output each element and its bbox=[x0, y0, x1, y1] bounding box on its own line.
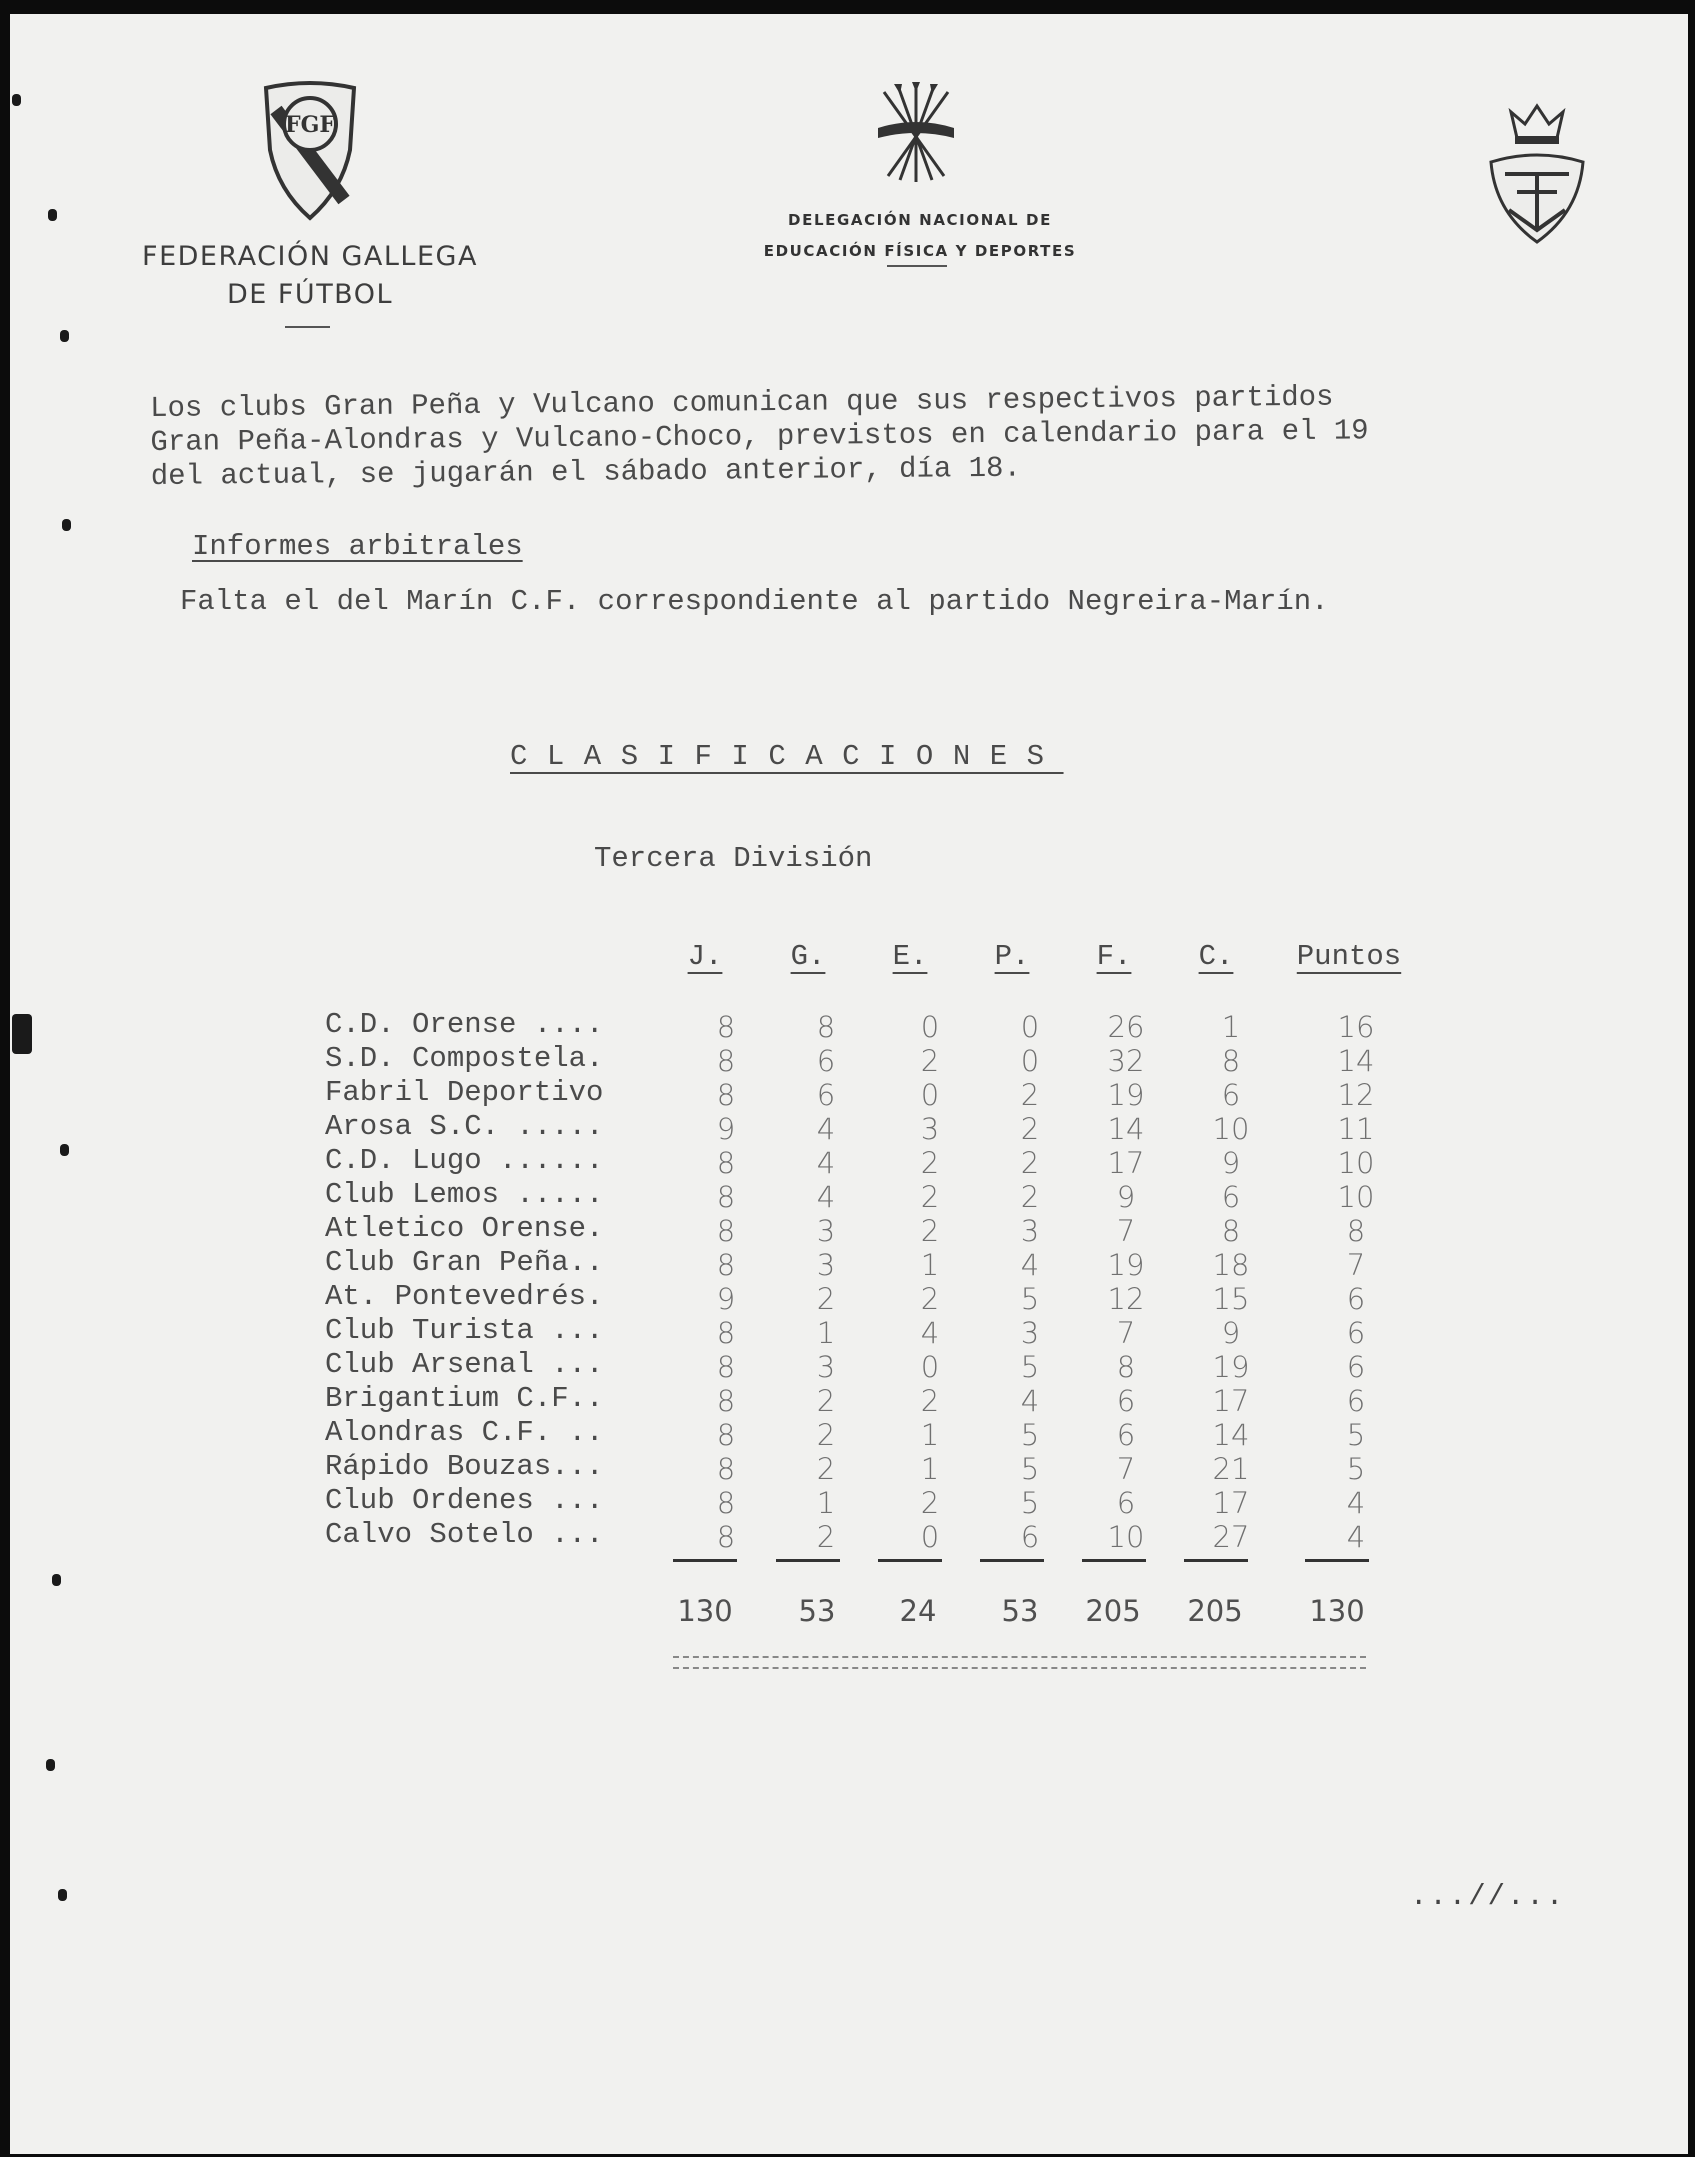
stat-cell: 21 bbox=[1212, 1452, 1250, 1486]
team-name: Club Ordenes ... bbox=[325, 1484, 604, 1517]
stat-cell: 5 bbox=[1020, 1350, 1040, 1384]
stat-cell: 19 bbox=[1107, 1248, 1145, 1282]
stat-cell: 19 bbox=[1107, 1078, 1145, 1112]
stat-cell: 8 bbox=[716, 1010, 736, 1044]
stat-cell: 0 bbox=[920, 1350, 940, 1384]
stat-cell: 8 bbox=[716, 1248, 736, 1282]
team-name: C.D. Lugo ...... bbox=[325, 1144, 604, 1177]
stat-cell: 0 bbox=[920, 1520, 940, 1554]
total-cell: 205 bbox=[1085, 1594, 1141, 1628]
stat-cell: 17 bbox=[1212, 1486, 1250, 1520]
divider bbox=[285, 326, 330, 328]
reports-text: Falta el del Marín C.F. correspondiente al partido Negreira-Marín. bbox=[180, 585, 1329, 618]
stat-cell: 6 bbox=[816, 1044, 836, 1078]
stat-cell: 9 bbox=[716, 1112, 736, 1146]
team-name: Club Arsenal ... bbox=[325, 1348, 604, 1381]
stat-cell: 4 bbox=[816, 1112, 836, 1146]
stat-cell: 6 bbox=[1346, 1316, 1366, 1350]
stat-cell: 19 bbox=[1212, 1350, 1250, 1384]
stat-cell: 2 bbox=[816, 1452, 836, 1486]
stat-cell: 4 bbox=[816, 1180, 836, 1214]
team-name: C.D. Orense .... bbox=[325, 1008, 604, 1041]
stat-cell: 2 bbox=[920, 1282, 940, 1316]
stat-cell: 3 bbox=[1020, 1214, 1040, 1248]
stat-cell: 10 bbox=[1107, 1520, 1145, 1554]
stat-cell: 2 bbox=[920, 1214, 940, 1248]
stat-cell: 8 bbox=[716, 1044, 736, 1078]
stat-cell: 8 bbox=[816, 1010, 836, 1044]
rfef-crown-crest-icon bbox=[1487, 100, 1587, 248]
stat-cell: 2 bbox=[1020, 1180, 1040, 1214]
stat-cell: 17 bbox=[1212, 1384, 1250, 1418]
stat-cell: 11 bbox=[1337, 1112, 1375, 1146]
stat-cell: 4 bbox=[816, 1146, 836, 1180]
stat-cell: 6 bbox=[1346, 1350, 1366, 1384]
stat-cell: 2 bbox=[1020, 1146, 1040, 1180]
stat-cell: 4 bbox=[1020, 1384, 1040, 1418]
stat-cell: 8 bbox=[716, 1078, 736, 1112]
stat-cell: 10 bbox=[1337, 1146, 1375, 1180]
stat-cell: 32 bbox=[1107, 1044, 1145, 1078]
punch-hole bbox=[60, 1144, 69, 1156]
stat-cell: 6 bbox=[1221, 1180, 1241, 1214]
total-cell: 53 bbox=[1001, 1594, 1039, 1628]
stat-cell: 2 bbox=[816, 1384, 836, 1418]
team-name: Club Gran Peña.. bbox=[325, 1246, 604, 1279]
divider bbox=[887, 265, 947, 267]
team-name: Club Turista ... bbox=[325, 1314, 604, 1347]
team-name: Brigantium C.F.. bbox=[325, 1382, 604, 1415]
notice-paragraph bbox=[150, 378, 1591, 494]
stat-cell: 10 bbox=[1337, 1180, 1375, 1214]
stat-cell: 4 bbox=[920, 1316, 940, 1350]
federation-name-line1: FEDERACIÓN GALLEGA bbox=[142, 241, 478, 272]
stat-cell: 0 bbox=[920, 1010, 940, 1044]
stat-cell: 2 bbox=[1020, 1112, 1040, 1146]
stat-cell: 0 bbox=[920, 1078, 940, 1112]
stat-cell: 3 bbox=[816, 1214, 836, 1248]
stat-cell: 2 bbox=[816, 1418, 836, 1452]
sum-rule bbox=[1305, 1559, 1369, 1562]
stat-cell: 1 bbox=[816, 1316, 836, 1350]
stat-cell: 2 bbox=[816, 1282, 836, 1316]
stat-cell: 8 bbox=[716, 1180, 736, 1214]
stat-cell: 6 bbox=[1116, 1418, 1136, 1452]
delegation-name-line2: EDUCACIÓN FÍSICA Y DEPORTES bbox=[763, 242, 1077, 260]
stat-cell: 0 bbox=[1020, 1044, 1040, 1078]
delegation-name-line1: DELEGACIÓN NACIONAL DE bbox=[788, 211, 1052, 229]
stat-cell: 7 bbox=[1116, 1452, 1136, 1486]
stat-cell: 10 bbox=[1212, 1112, 1250, 1146]
team-name: Fabril Deportivo bbox=[325, 1076, 604, 1109]
stat-cell: 1 bbox=[1221, 1010, 1241, 1044]
stat-cell: 17 bbox=[1107, 1146, 1145, 1180]
sum-rule bbox=[1184, 1559, 1248, 1562]
stat-cell: 14 bbox=[1107, 1112, 1145, 1146]
column-header: C. bbox=[1198, 940, 1234, 973]
stat-cell: 12 bbox=[1107, 1282, 1145, 1316]
sum-rule bbox=[1082, 1559, 1146, 1562]
division-title: Tercera División bbox=[594, 842, 873, 875]
stat-cell: 8 bbox=[716, 1452, 736, 1486]
total-cell: 53 bbox=[798, 1594, 836, 1628]
stat-cell: 14 bbox=[1212, 1418, 1250, 1452]
stat-cell: 8 bbox=[716, 1316, 736, 1350]
stat-cell: 5 bbox=[1020, 1486, 1040, 1520]
punch-hole bbox=[12, 1014, 32, 1054]
yoke-and-arrows-icon bbox=[874, 80, 958, 188]
reports-heading: Informes arbitrales bbox=[192, 530, 523, 563]
stat-cell: 2 bbox=[920, 1486, 940, 1520]
stat-cell: 1 bbox=[816, 1486, 836, 1520]
punch-hole bbox=[46, 1759, 55, 1771]
stat-cell: 2 bbox=[1020, 1078, 1040, 1112]
team-name: Rápido Bouzas... bbox=[325, 1450, 604, 1483]
stat-cell: 8 bbox=[716, 1214, 736, 1248]
standings-title: CLASIFICACIONES bbox=[510, 740, 1064, 773]
stat-cell: 2 bbox=[920, 1146, 940, 1180]
column-header: P. bbox=[994, 940, 1030, 973]
stat-cell: 8 bbox=[716, 1520, 736, 1554]
notice-line: Gran Peña-Alondras y Vulcano-Choco, previstos en calendario para el 19 bbox=[150, 414, 1369, 459]
total-cell: 130 bbox=[677, 1594, 733, 1628]
stat-cell: 8 bbox=[716, 1384, 736, 1418]
stat-cell: 7 bbox=[1116, 1316, 1136, 1350]
stat-cell: 7 bbox=[1116, 1214, 1136, 1248]
column-header: F. bbox=[1096, 940, 1132, 973]
stat-cell: 6 bbox=[1221, 1078, 1241, 1112]
stat-cell: 8 bbox=[1346, 1214, 1366, 1248]
notice-line: del actual, se jugarán el sábado anterior, día 18. bbox=[150, 451, 1022, 493]
stat-cell: 4 bbox=[1346, 1486, 1366, 1520]
stat-cell: 5 bbox=[1020, 1282, 1040, 1316]
stat-cell: 2 bbox=[920, 1180, 940, 1214]
sum-rule bbox=[878, 1559, 942, 1562]
team-name: S.D. Compostela. bbox=[325, 1042, 604, 1075]
stat-cell: 4 bbox=[1346, 1520, 1366, 1554]
stat-cell: 0 bbox=[1020, 1010, 1040, 1044]
federation-name-line2: DE FÚTBOL bbox=[226, 279, 394, 310]
column-header: G. bbox=[790, 940, 826, 973]
stat-cell: 4 bbox=[1020, 1248, 1040, 1282]
stat-cell: 27 bbox=[1212, 1520, 1250, 1554]
total-cell: 130 bbox=[1309, 1594, 1365, 1628]
stat-cell: 2 bbox=[920, 1044, 940, 1078]
stat-cell: 5 bbox=[1020, 1418, 1040, 1452]
team-name: Calvo Sotelo ... bbox=[325, 1518, 604, 1551]
delegation-name bbox=[700, 205, 1140, 267]
punch-hole bbox=[62, 519, 71, 531]
punch-hole bbox=[60, 330, 69, 342]
total-cell: 24 bbox=[899, 1594, 937, 1628]
notice-line: Los clubs Gran Peña y Vulcano comunican que sus respectivos partidos bbox=[150, 380, 1334, 425]
stat-cell: 5 bbox=[1346, 1452, 1366, 1486]
stat-cell: 9 bbox=[1221, 1146, 1241, 1180]
team-name: Club Lemos ..... bbox=[325, 1178, 604, 1211]
stat-cell: 9 bbox=[716, 1282, 736, 1316]
stat-cell: 6 bbox=[816, 1078, 836, 1112]
stat-cell: 1 bbox=[920, 1418, 940, 1452]
team-name: Arosa S.C. ..... bbox=[325, 1110, 604, 1143]
stat-cell: 5 bbox=[1346, 1418, 1366, 1452]
team-name: At. Pontevedrés. bbox=[325, 1280, 604, 1313]
column-header: Puntos bbox=[1296, 940, 1402, 973]
stat-cell: 8 bbox=[716, 1146, 736, 1180]
double-rule bbox=[673, 1656, 1366, 1669]
stat-cell: 7 bbox=[1346, 1248, 1366, 1282]
sum-rule bbox=[673, 1559, 737, 1562]
sum-rule bbox=[776, 1559, 840, 1562]
fgf-crest-icon bbox=[262, 80, 358, 222]
stat-cell: 3 bbox=[920, 1112, 940, 1146]
stat-cell: 2 bbox=[816, 1520, 836, 1554]
total-cell: 205 bbox=[1187, 1594, 1243, 1628]
stat-cell: 15 bbox=[1212, 1282, 1250, 1316]
stat-cell: 14 bbox=[1337, 1044, 1375, 1078]
stat-cell: 16 bbox=[1337, 1010, 1375, 1044]
stat-cell: 6 bbox=[1346, 1384, 1366, 1418]
stat-cell: 8 bbox=[1221, 1214, 1241, 1248]
stat-cell: 26 bbox=[1107, 1010, 1145, 1044]
stat-cell: 9 bbox=[1221, 1316, 1241, 1350]
federation-name bbox=[100, 238, 520, 314]
stat-cell: 8 bbox=[716, 1418, 736, 1452]
stat-cell: 6 bbox=[1020, 1520, 1040, 1554]
stat-cell: 8 bbox=[716, 1350, 736, 1384]
stat-cell: 8 bbox=[1221, 1044, 1241, 1078]
stat-cell: 5 bbox=[1020, 1452, 1040, 1486]
punch-hole bbox=[12, 94, 21, 106]
punch-hole bbox=[58, 1889, 67, 1901]
continuation-mark: ...//... bbox=[1410, 1880, 1566, 1913]
stat-cell: 12 bbox=[1337, 1078, 1375, 1112]
svg-text:FGF: FGF bbox=[284, 112, 336, 138]
stat-cell: 1 bbox=[920, 1248, 940, 1282]
stat-cell: 18 bbox=[1212, 1248, 1250, 1282]
stat-cell: 6 bbox=[1116, 1384, 1136, 1418]
stat-cell: 6 bbox=[1346, 1282, 1366, 1316]
column-header: J. bbox=[687, 940, 723, 973]
stat-cell: 3 bbox=[1020, 1316, 1040, 1350]
stat-cell: 9 bbox=[1116, 1180, 1136, 1214]
stat-cell: 2 bbox=[920, 1384, 940, 1418]
team-name: Alondras C.F. .. bbox=[325, 1416, 604, 1449]
punch-hole bbox=[52, 1574, 61, 1586]
stat-cell: 6 bbox=[1116, 1486, 1136, 1520]
team-name: Atletico Orense. bbox=[325, 1212, 604, 1245]
punch-hole bbox=[48, 209, 57, 221]
stat-cell: 1 bbox=[920, 1452, 940, 1486]
stat-cell: 3 bbox=[816, 1248, 836, 1282]
stat-cell: 3 bbox=[816, 1350, 836, 1384]
sum-rule bbox=[980, 1559, 1044, 1562]
stat-cell: 8 bbox=[1116, 1350, 1136, 1384]
column-header: E. bbox=[892, 940, 928, 973]
stat-cell: 8 bbox=[716, 1486, 736, 1520]
